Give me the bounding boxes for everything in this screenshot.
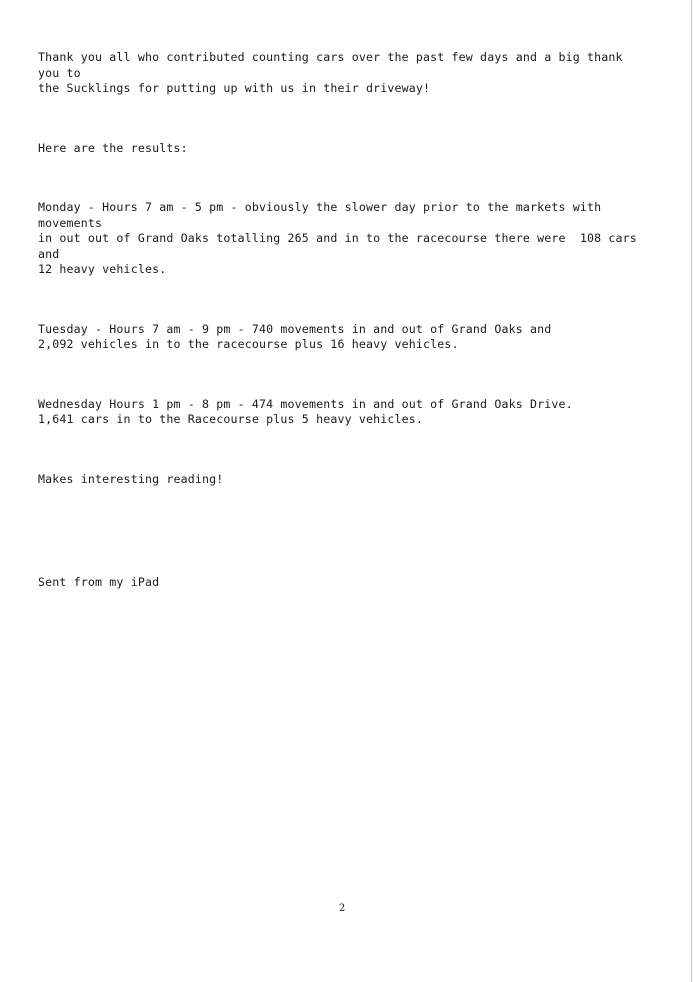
closing-remark: Makes interesting reading! xyxy=(38,471,224,486)
results-heading: Here are the results: xyxy=(38,140,188,155)
intro-paragraph: Thank you all who contributed counting cars over the past few days and a big thank you to the Sucklings for putting up with us in their driveway! xyxy=(38,50,623,95)
tuesday-paragraph: Tuesday - Hours 7 am - 9 pm - 740 movements in and out of Grand Oaks and 2,092 vehicles in to the racecourse plus 16 heavy vehicles. xyxy=(38,321,552,351)
email-body xyxy=(38,19,638,635)
scan-edge-divider xyxy=(691,0,692,982)
wednesday-paragraph: Wednesday Hours 1 pm - 8 pm - 474 movements in and out of Grand Oaks Drive. 1,641 cars in to the Racecourse plus 5 heavy vehicles. xyxy=(38,396,573,426)
signature-line: Sent from my iPad xyxy=(38,575,160,589)
page-number: 2 xyxy=(338,903,346,914)
monday-paragraph: Monday - Hours 7 am - 5 pm - obviously the slower day prior to the markets with movements in out out of Grand Oaks totalling 265 and in to the racecourse there were 108 cars and 12 heavy vehicles. xyxy=(38,200,637,276)
